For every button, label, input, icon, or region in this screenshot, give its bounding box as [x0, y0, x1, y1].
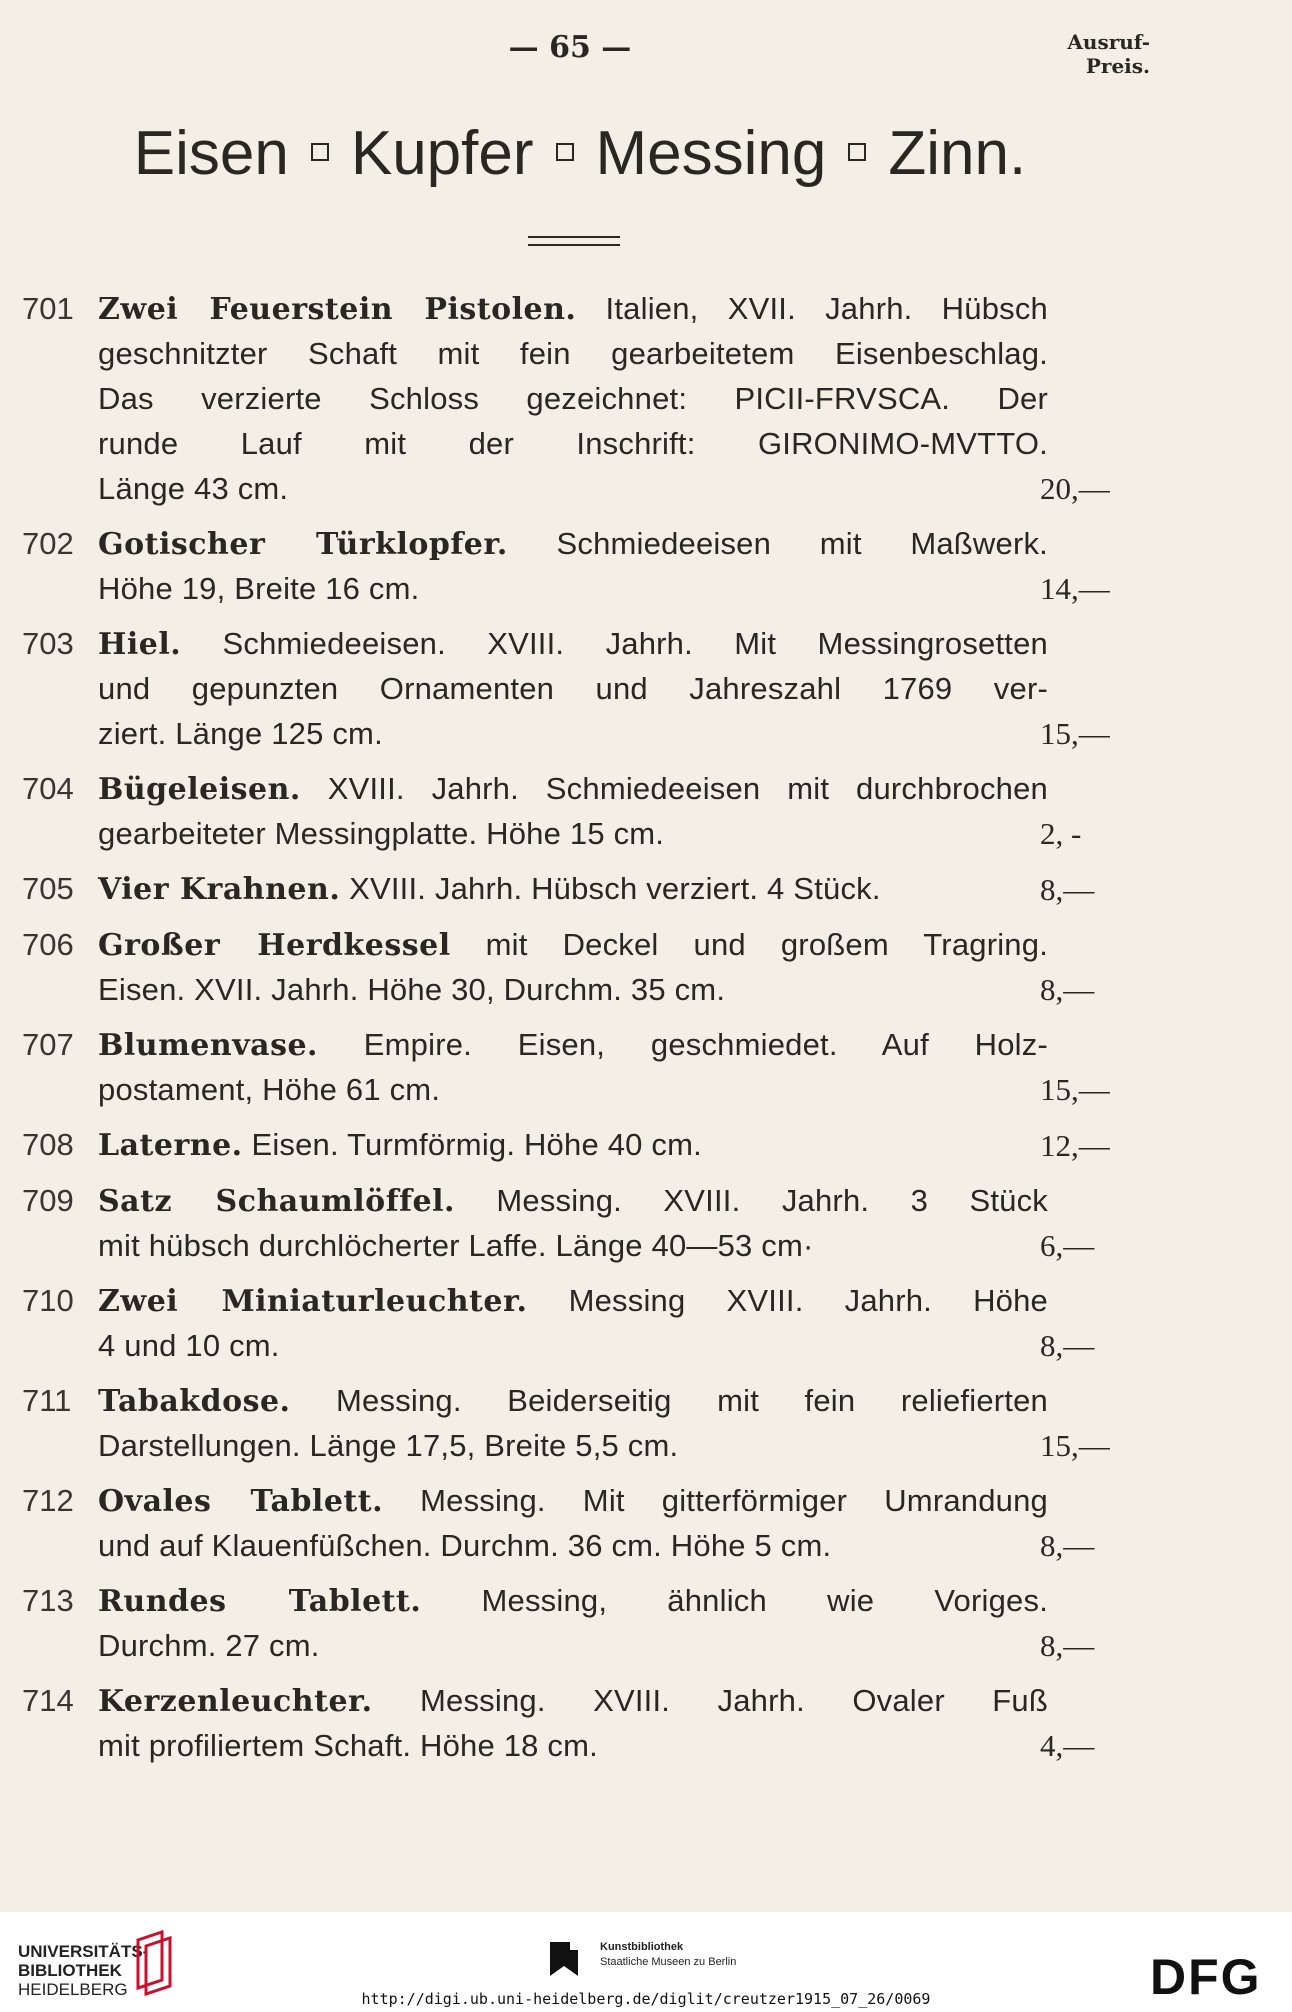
entry-text-line: [98, 666, 1048, 711]
title-word-eisen: Eisen: [133, 119, 289, 188]
entry-text-line: [98, 1478, 1048, 1523]
page-title: [100, 118, 1060, 189]
entry-price: 20,—: [1040, 471, 1110, 506]
catalog-entry: [0, 1122, 1292, 1168]
entry-description: Höhe 19, Breite 16 cm.: [98, 571, 420, 606]
entry-number: 707: [22, 1027, 74, 1062]
entry-description: XVIII. Jahrh. Schmiedeeisen mit durchbrochen: [300, 771, 1048, 806]
catalog-entry: [0, 1278, 1292, 1368]
entry-number: 706: [22, 927, 74, 962]
entry-price: 8,—: [1040, 972, 1095, 1007]
entry-title: Rundes Tablett.: [98, 1584, 422, 1619]
entry-title: Zwei Miniaturleuchter.: [98, 1284, 528, 1319]
entry-text-line: [98, 466, 1048, 511]
entry-title: Kerzenleuchter.: [98, 1684, 373, 1719]
entry-price: 2, -: [1040, 816, 1082, 851]
entry-price: 8,—: [1040, 1628, 1095, 1663]
title-word-messing: Messing: [595, 119, 827, 188]
entry-text-line: [98, 811, 1048, 856]
entry-text-line: [98, 1067, 1048, 1112]
dfg-logo[interactable]: DFG: [1150, 1949, 1262, 2005]
entry-description: postament, Höhe 61 cm.: [98, 1072, 441, 1107]
entry-title: Laterne.: [98, 1128, 243, 1163]
entry-price: 15,—: [1040, 1428, 1110, 1463]
entry-description: und gepunzten Ornamenten und Jahreszahl 1769 ver-: [98, 671, 1048, 706]
entry-price: 14,—: [1040, 571, 1110, 606]
entry-description: Schmiedeeisen mit Maßwerk.: [507, 526, 1048, 561]
catalog-entry: [0, 1578, 1292, 1668]
entry-title: Hiel.: [98, 627, 182, 662]
entry-price: 15,—: [1040, 716, 1110, 751]
entry-description: mit Deckel und großem Tragring.: [450, 927, 1048, 962]
title-word-zinn: Zinn.: [888, 119, 1027, 188]
entry-title: Großer Herdkessel: [98, 928, 451, 963]
catalog-entry: [0, 922, 1292, 1012]
entry-price: 8,—: [1040, 1528, 1095, 1563]
kunstbibliothek-label[interactable]: [600, 1940, 736, 1970]
entry-description: Eisen. Turmförmig. Höhe 40 cm.: [242, 1127, 702, 1162]
uni-logo-line1: UNIVERSITÄTS-: [18, 1942, 149, 1961]
entry-description: runde Lauf mit der Inschrift: GIRONIMO-MVTTO.: [98, 426, 1048, 461]
entry-number: 704: [22, 771, 74, 806]
entry-description: gearbeiteter Messingplatte. Höhe 15 cm.: [98, 816, 665, 851]
catalog-entry: [0, 866, 1292, 912]
entry-text-line: [98, 421, 1048, 466]
square-separator-icon: [311, 143, 329, 161]
entry-price: 8,—: [1040, 1328, 1095, 1363]
page-url-link[interactable]: http://digi.ub.uni-heidelberg.de/diglit/creutzer1915_07_26/0069: [361, 1990, 931, 2008]
price-column-header: [1040, 30, 1150, 78]
price-header-line2: Preis.: [1085, 54, 1150, 78]
entry-price: 15,—: [1040, 1072, 1110, 1107]
entry-description: Das verzierte Schloss gezeichnet: PICII-FRVSCA. Der: [98, 381, 1048, 416]
entry-text-line: [98, 866, 1048, 912]
entry-text-line: [98, 376, 1048, 421]
entry-description: Messing, ähnlich wie Voriges.: [421, 1583, 1048, 1618]
entry-number: 703: [22, 626, 74, 661]
entry-description: Messing. Mit gitterförmiger Umrandung: [383, 1483, 1048, 1518]
catalog-entry: [0, 621, 1292, 756]
catalog-entry: [0, 1478, 1292, 1568]
entry-number: 711: [22, 1383, 72, 1418]
entry-description: 4 und 10 cm.: [98, 1328, 280, 1363]
entry-description: Italien, XVII. Jahrh. Hübsch: [576, 291, 1048, 326]
entry-title: Blumenvase.: [98, 1028, 318, 1063]
entry-text-line: [98, 1378, 1048, 1423]
entry-title: Vier Krahnen.: [98, 872, 341, 907]
entry-text-line: [98, 922, 1048, 967]
entry-number: 705: [22, 871, 74, 906]
entry-description: und auf Klauenfüßchen. Durchm. 36 cm. Höhe 5 cm.: [98, 1528, 832, 1563]
catalog-entry: [0, 766, 1292, 856]
entry-text-line: [98, 521, 1048, 566]
kb-line2: Staatliche Museen zu Berlin: [600, 1956, 737, 1968]
entry-title: Gotischer Türklopfer.: [98, 527, 508, 562]
entry-text-line: [98, 1022, 1048, 1067]
entry-description: Länge 43 cm.: [98, 471, 289, 506]
entry-number: 710: [22, 1283, 74, 1318]
entry-description: Empire. Eisen, geschmiedet. Auf Holz-: [318, 1027, 1048, 1062]
price-header-line1: Ausruf-: [1067, 30, 1150, 54]
catalog-entry: [0, 1378, 1292, 1468]
entry-description: mit profiliertem Schaft. Höhe 18 cm.: [98, 1728, 598, 1763]
square-separator-icon: [556, 143, 574, 161]
uni-logo-line2: BIBLIOTHEK: [18, 1961, 122, 1980]
entry-text-line: [98, 1678, 1048, 1723]
entry-title: Ovales Tablett.: [98, 1484, 384, 1519]
entry-text-line: [98, 1278, 1048, 1323]
catalog-entry: [0, 521, 1292, 611]
entry-number: 712: [22, 1483, 74, 1518]
entry-description: Schmiedeeisen. XVIII. Jahrh. Mit Messingrosetten: [181, 626, 1048, 661]
entry-title: Bügeleisen.: [98, 772, 301, 807]
entry-title: Tabakdose.: [98, 1384, 291, 1419]
entry-number: 713: [22, 1583, 74, 1618]
square-separator-icon: [848, 143, 866, 161]
entry-text-line: [98, 566, 1048, 611]
entry-number: 714: [22, 1683, 74, 1718]
entry-text-line: [98, 1723, 1048, 1768]
catalog-entries: [0, 286, 1292, 1778]
entry-description: geschnitzter Schaft mit fein gearbeitetem Eisenbeschlag.: [98, 336, 1048, 371]
catalog-entry: [0, 1022, 1292, 1112]
entry-description: Darstellungen. Länge 17,5, Breite 5,5 cm.: [98, 1428, 679, 1463]
entry-description: Messing. XVIII. Jahrh. 3 Stück: [454, 1183, 1048, 1218]
entry-text-line: [98, 1323, 1048, 1368]
entry-number: 701: [22, 291, 74, 326]
heidelberg-emblem-icon: [132, 1930, 176, 1996]
entry-number: 708: [22, 1127, 74, 1162]
entry-text-line: [98, 1423, 1048, 1468]
entry-description: Messing. XVIII. Jahrh. Ovaler Fuß: [372, 1683, 1048, 1718]
catalog-entry: [0, 286, 1292, 511]
entry-text-line: [98, 1223, 1048, 1268]
entry-text-line: [98, 621, 1048, 666]
entry-description: XVIII. Jahrh. Hübsch verziert. 4 Stück.: [340, 871, 881, 906]
catalog-entry: [0, 1678, 1292, 1768]
title-divider: [528, 236, 620, 246]
entry-price: 6,—: [1040, 1228, 1095, 1263]
entry-text-line: [98, 1122, 1048, 1168]
entry-price: 12,—: [1040, 1128, 1110, 1163]
entry-number: 709: [22, 1183, 74, 1218]
entry-text-line: [98, 1578, 1048, 1623]
title-word-kupfer: Kupfer: [350, 119, 534, 188]
page-number: — 65 —: [508, 30, 632, 65]
footer-bar: [0, 1912, 1292, 2012]
entry-description: ziert. Länge 125 cm.: [98, 716, 383, 751]
entry-text-line: [98, 1523, 1048, 1568]
uni-logo-line3: HEIDELBERG: [18, 1980, 128, 1999]
entry-text-line: [98, 286, 1048, 331]
entry-number: 702: [22, 526, 74, 561]
entry-description: Durchm. 27 cm.: [98, 1628, 320, 1663]
entry-text-line: [98, 331, 1048, 376]
entry-text-line: [98, 1178, 1048, 1223]
kunstbibliothek-logo-icon: [550, 1942, 578, 1976]
entry-description: Eisen. XVII. Jahrh. Höhe 30, Durchm. 35 cm.: [98, 972, 726, 1007]
entry-price: 4,—: [1040, 1728, 1095, 1763]
kb-line1: Kunstbibliothek: [600, 1941, 684, 1953]
entry-description: Messing. Beiderseitig mit fein reliefierten: [290, 1383, 1048, 1418]
catalog-entry: [0, 1178, 1292, 1268]
entry-text-line: [98, 1623, 1048, 1668]
entry-text-line: [98, 711, 1048, 756]
entry-text-line: [98, 766, 1048, 811]
entry-title: Zwei Feuerstein Pistolen.: [98, 292, 577, 327]
entry-price: 8,—: [1040, 872, 1095, 907]
entry-description: Messing XVIII. Jahrh. Höhe: [527, 1283, 1048, 1318]
entry-text-line: [98, 967, 1048, 1012]
entry-title: Satz Schaumlöffel.: [98, 1184, 455, 1219]
entry-description: mit hübsch durchlöcherter Laffe. Länge 40—53 cm·: [98, 1228, 814, 1263]
